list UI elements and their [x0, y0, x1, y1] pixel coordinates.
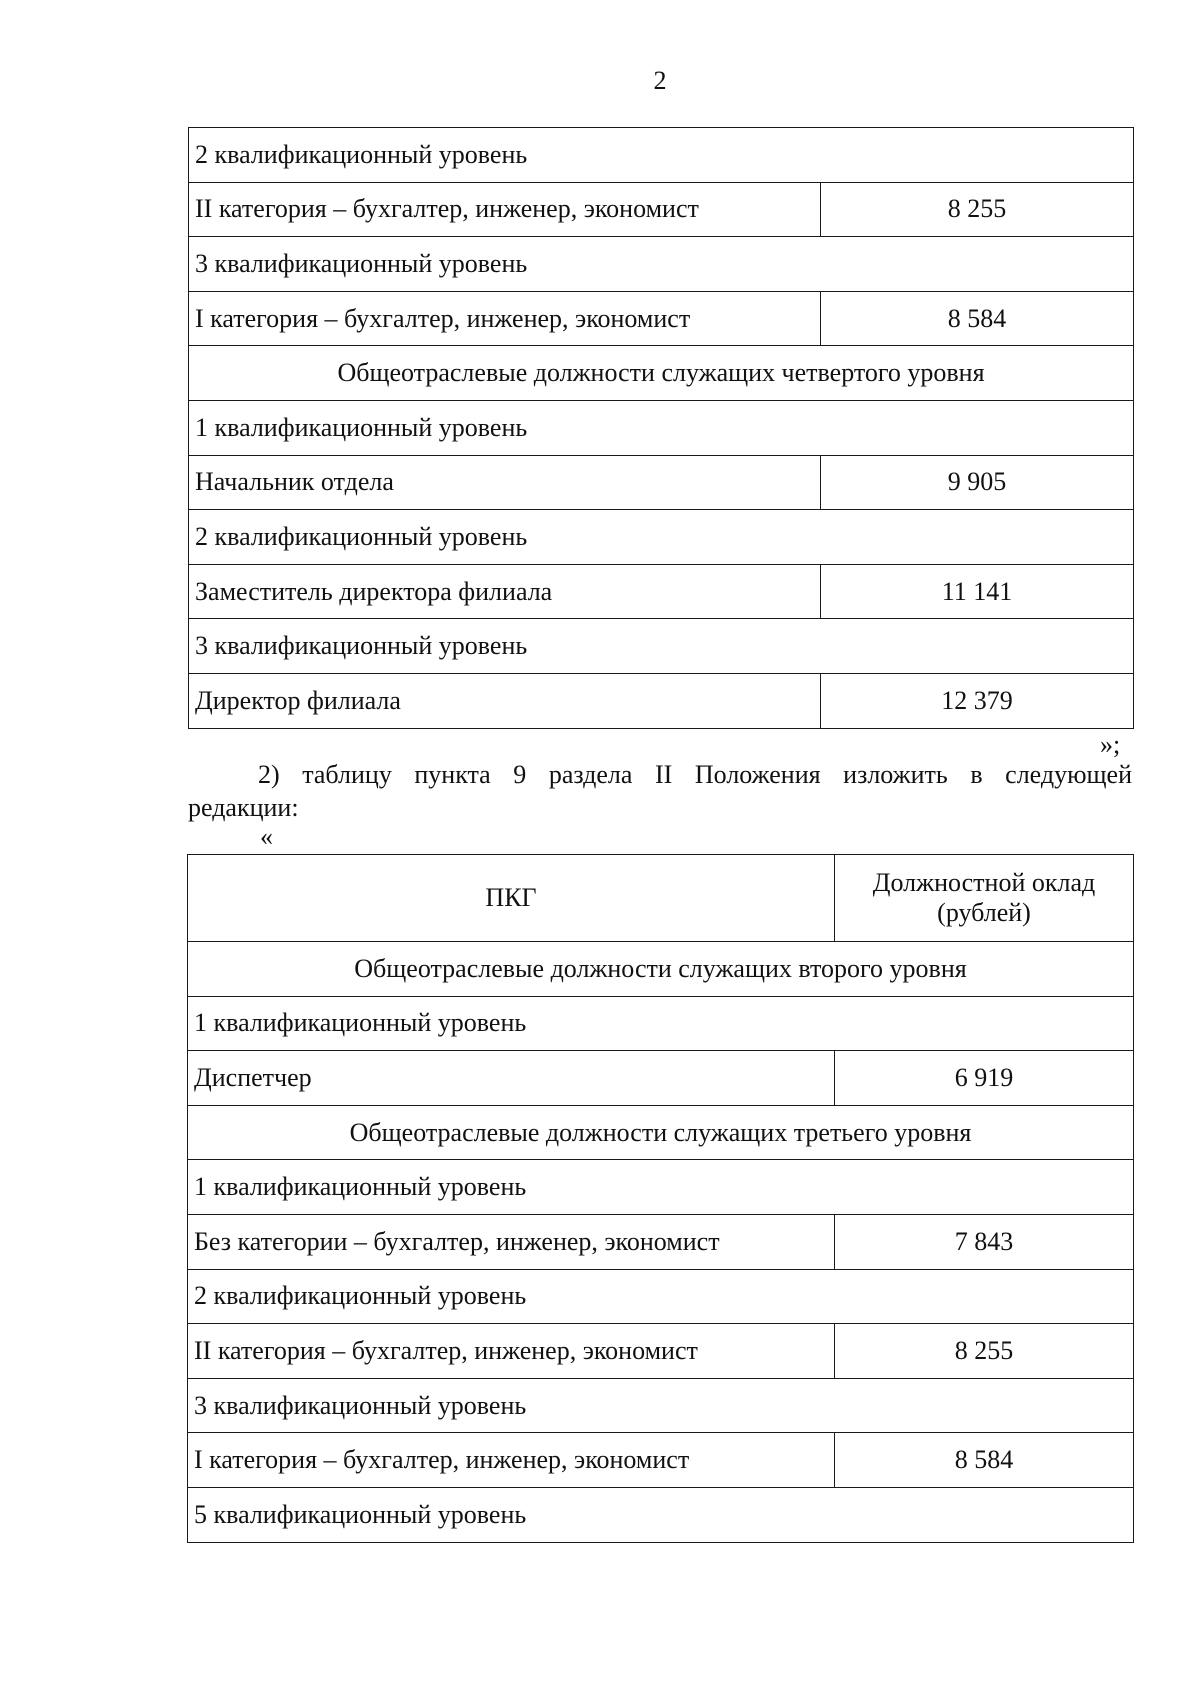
- opening-quote: «: [260, 822, 273, 851]
- salary-value: 8 255: [821, 182, 1134, 237]
- table-row-position: [189, 291, 1134, 346]
- table-row-level: [188, 996, 1134, 1051]
- table-row-group: [188, 942, 1134, 997]
- salary-table-continued-body: [189, 128, 1134, 729]
- table-row-position: [189, 455, 1134, 510]
- qualification-level: 5 квалификационный уровень: [188, 1487, 1134, 1542]
- qualification-level: 2 квалификационный уровень: [188, 1269, 1134, 1324]
- table-row-level: [189, 619, 1134, 674]
- position-name: Без категории – бухгалтер, инженер, экономист: [188, 1214, 835, 1269]
- header-salary-line1: Должностной оклад: [872, 868, 1096, 898]
- position-name: II категория – бухгалтер, инженер, экономист: [188, 1324, 835, 1379]
- header-salary: [835, 855, 1134, 942]
- salary-value: 6 919: [835, 1051, 1134, 1106]
- position-name: II категория – бухгалтер, инженер, экономист: [189, 182, 821, 237]
- header-salary-line2: (рублей): [937, 898, 1031, 927]
- qualification-level: 1 квалификационный уровень: [188, 1160, 1134, 1215]
- table-row-level: [189, 128, 1134, 183]
- group-title: Общеотраслевые должности служащих третьего уровня: [188, 1105, 1134, 1160]
- group-title: Общеотраслевые должности служащих второго уровня: [188, 942, 1134, 997]
- table-row-level: [188, 1160, 1134, 1215]
- table-row-position: [188, 1214, 1134, 1269]
- position-name: Диспетчер: [188, 1051, 835, 1106]
- qualification-level: 3 квалификационный уровень: [189, 237, 1134, 292]
- salary-value: 8 255: [835, 1324, 1134, 1379]
- salary-value: 7 843: [835, 1214, 1134, 1269]
- table-row-group: [189, 346, 1134, 401]
- salary-table-new-body: [188, 942, 1134, 1543]
- table-row-level: [188, 1487, 1134, 1542]
- table-row-group: [188, 1105, 1134, 1160]
- table-row-level: [188, 1269, 1134, 1324]
- table-row-level: [189, 510, 1134, 565]
- table-row-position: [189, 673, 1134, 728]
- position-name: I категория – бухгалтер, инженер, экономист: [188, 1433, 835, 1488]
- qualification-level: 3 квалификационный уровень: [189, 619, 1134, 674]
- group-title: Общеотраслевые должности служащих четвертого уровня: [189, 346, 1134, 401]
- amendment-paragraph: 2) таблицу пункта 9 раздела II Положения изложить в следующей: [258, 760, 1132, 789]
- qualification-level: 1 квалификационный уровень: [188, 996, 1134, 1051]
- qualification-level: 2 квалификационный уровень: [189, 510, 1134, 565]
- salary-value: 11 141: [821, 564, 1134, 619]
- table-row-level: [188, 1378, 1134, 1433]
- table-header-row: [188, 855, 1134, 942]
- position-name: I категория – бухгалтер, инженер, экономист: [189, 291, 821, 346]
- salary-table-new: [187, 854, 1134, 1543]
- qualification-level: 3 квалификационный уровень: [188, 1378, 1134, 1433]
- table-row-level: [189, 400, 1134, 455]
- salary-value: 8 584: [821, 291, 1134, 346]
- table-row-position: [189, 182, 1134, 237]
- table-row-position: [188, 1433, 1134, 1488]
- header-pkg: ПКГ: [188, 855, 835, 942]
- amendment-paragraph-end: редакции:: [188, 793, 299, 822]
- table-row-position: [188, 1051, 1134, 1106]
- table-row-position: [188, 1324, 1134, 1379]
- table-row-position: [189, 564, 1134, 619]
- qualification-level: 2 квалификационный уровень: [189, 128, 1134, 183]
- position-name: Начальник отдела: [189, 455, 821, 510]
- closing-quote: »;: [1100, 730, 1121, 759]
- page-number: 2: [653, 66, 667, 95]
- position-name: Заместитель директора филиала: [189, 564, 821, 619]
- salary-value: 8 584: [835, 1433, 1134, 1488]
- salary-table-continued: [188, 127, 1134, 729]
- position-name: Директор филиала: [189, 673, 821, 728]
- table-row-level: [189, 237, 1134, 292]
- salary-value: 12 379: [821, 673, 1134, 728]
- salary-value: 9 905: [821, 455, 1134, 510]
- qualification-level: 1 квалификационный уровень: [189, 400, 1134, 455]
